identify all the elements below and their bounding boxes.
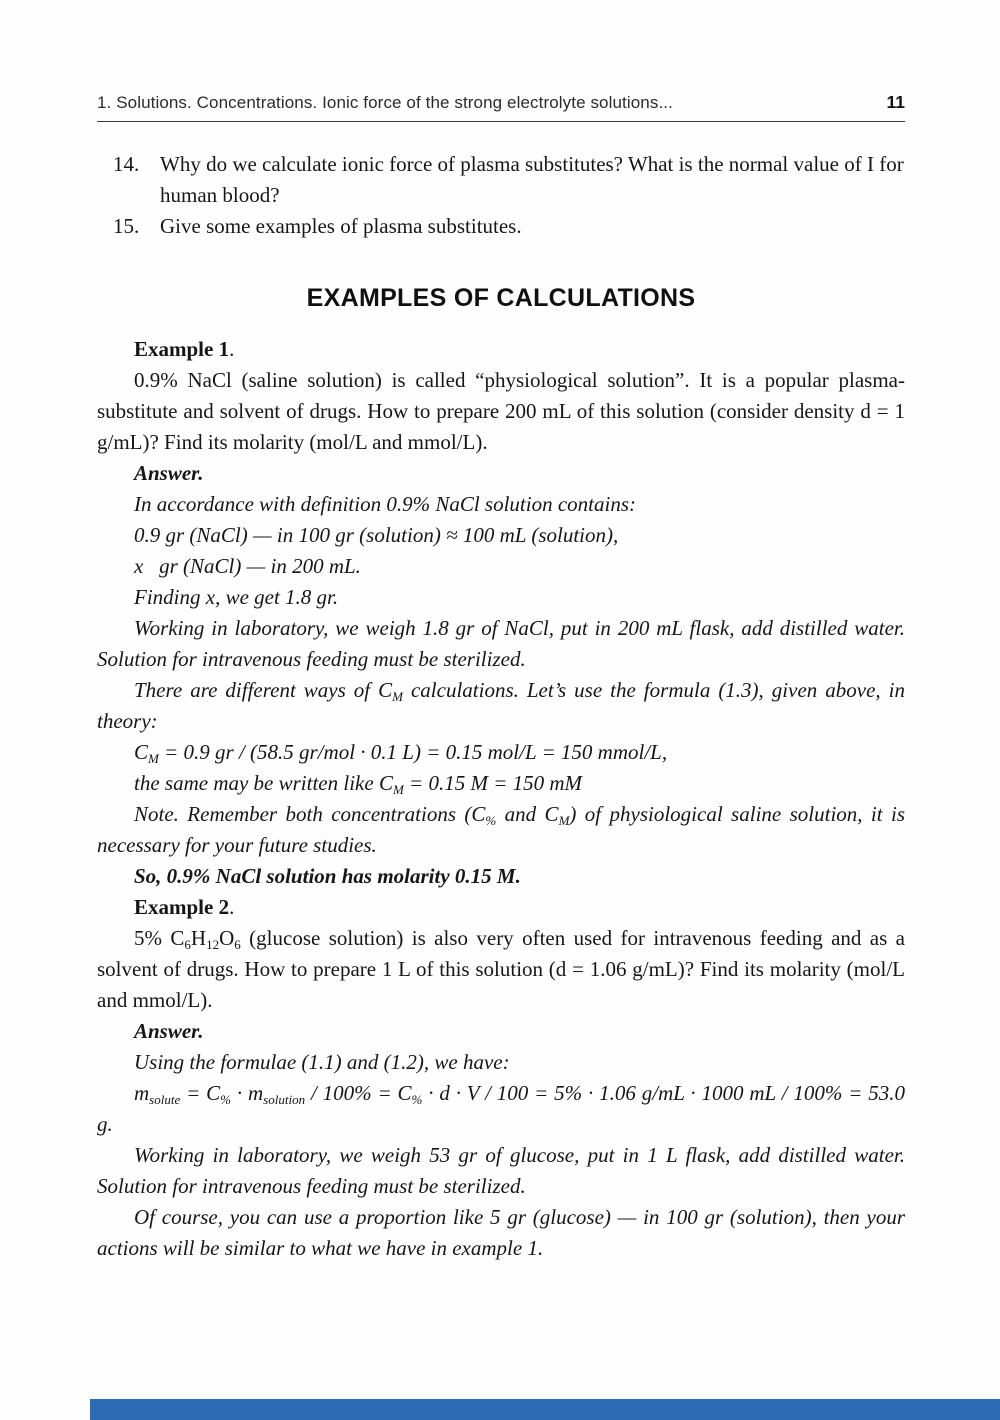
text-run: O — [219, 926, 235, 950]
section-heading: EXAMPLES OF CALCULATIONS — [306, 284, 696, 312]
subscript-run: 6 — [184, 936, 191, 952]
running-title: 1. Solutions. Concentrations. Ionic force of the strong electrolyte solutions... — [97, 93, 673, 112]
text-run: (glucose solution) is also very often used for intravenous feeding and as a solvent of drugs. How to prepare 1 L of this solution (d = 1.06 g/mL)? Find its molarity (mol/L and mmol/L). — [97, 926, 905, 1012]
question-number: 14. — [113, 152, 140, 176]
text-run: m — [134, 1081, 150, 1105]
content-blocks — [97, 334, 905, 1264]
question-text: Why do we calculate ionic force of plasma substitutes? What is the normal value of I for human blood? — [160, 152, 904, 207]
example-2-heading — [97, 892, 905, 923]
question-number: 15. — [113, 214, 140, 238]
subscript-run: M — [558, 812, 570, 828]
text-run: There are different ways of — [134, 678, 379, 702]
text-run: calculations. Let’s use the formula (1.3), given above, in theory: — [97, 678, 905, 733]
subscript-run: M — [148, 750, 159, 766]
answer-label-1 — [97, 458, 905, 489]
subscript-run: solution — [263, 1091, 306, 1107]
text-run: Working in laboratory, we weigh 53 gr of glucose, put in 1 L flask, add distilled water. Solution for intravenous feeding must be sterilized. — [97, 1143, 905, 1198]
conclusion-line — [97, 861, 905, 892]
text-run: = C — [180, 1081, 221, 1105]
text-run: C — [471, 802, 486, 826]
text-run: Answer. — [134, 461, 204, 485]
cm-ways-paragraph — [97, 675, 905, 737]
mass-formula-paragraph — [97, 1078, 905, 1140]
text-run: Of course, you can use a proportion like 5 gr (glucose) — in 100 gr (solution), then your actions will be similar to what we have in example 1. — [97, 1205, 905, 1260]
question-list — [97, 149, 905, 242]
page-header — [97, 92, 905, 113]
text-run: 5% C — [134, 926, 185, 950]
text-run: . — [229, 895, 235, 919]
text-run: 0.9 gr (NaCl) — in 100 gr (solution) ≈ 100 mL (solution), — [134, 523, 619, 547]
definition-line — [97, 489, 905, 520]
text-run: Answer. — [134, 1019, 204, 1043]
finding-x-line — [97, 582, 905, 613]
proportion-line-2 — [97, 551, 905, 582]
example-1-heading — [97, 334, 905, 365]
text-run: Finding x, we get 1.8 gr. — [134, 585, 339, 609]
example-2-problem — [97, 923, 905, 1016]
proportion-note-paragraph — [97, 1202, 905, 1264]
subscript-run: M — [392, 781, 404, 797]
page-number: 11 — [886, 92, 905, 112]
question-item-14 — [97, 149, 905, 211]
subscript-run: % — [220, 1091, 231, 1107]
text-run: = 0.15 M = 150 mM — [403, 771, 583, 795]
text-run: ) of physiological saline solution, it is necessary for your future studies. — [97, 802, 905, 857]
text-run: 0.9% NaCl (saline solution) is called “physiological solution”. It is a popular plasma-substitute and solvent of drugs. How to prepare 200 mL of this solution (consider density d = 1 g/mL)? Find its molarity (mol/L and mmol/L). — [97, 368, 905, 454]
cm-alternative-line — [97, 768, 905, 799]
answer-label-2 — [97, 1016, 905, 1047]
cm-formula-line — [97, 737, 905, 768]
text-run: / 100% = C — [305, 1081, 412, 1105]
using-formulae-line — [97, 1047, 905, 1078]
text-run: the same may be written like — [134, 771, 379, 795]
text-run: C — [378, 678, 393, 702]
text-run: Working in laboratory, we weigh 1.8 gr of NaCl, put in 200 mL flask, add distilled water. Solution for intravenous feeding must be sterilized. — [97, 616, 905, 671]
text-run: Note. Remember both concentrations ( — [134, 802, 472, 826]
working-lab-paragraph-1 — [97, 613, 905, 675]
question-text: Give some examples of plasma substitutes. — [160, 214, 522, 238]
text-run: Using the formulae (1.1) and (1.2), we have: — [134, 1050, 510, 1074]
text-run: = 0.9 gr / (58.5 gr/mol · 0.1 L) = 0.15 mol/L = 150 mmol/L, — [158, 740, 668, 764]
note-paragraph — [97, 799, 905, 861]
text-run: H — [190, 926, 207, 950]
text-run: So, 0.9% NaCl solution has molarity 0.15 M. — [134, 864, 521, 888]
text-run: . — [229, 337, 235, 361]
text-run: · d · V / 100 = 5% · 1.06 g/mL · 1000 mL / 100% = 53.0 g. — [97, 1081, 905, 1136]
bottom-blue-bar — [90, 1399, 1000, 1420]
subscript-run: % — [485, 812, 497, 828]
subscript-run: 6 — [234, 936, 241, 952]
text-run: and — [496, 802, 545, 826]
text-run: Example 1 — [134, 337, 230, 361]
subscript-run: % — [411, 1091, 423, 1107]
working-lab-paragraph-2 — [97, 1140, 905, 1202]
text-run: x gr (NaCl) — in 200 mL. — [134, 554, 361, 578]
proportion-line-1 — [97, 520, 905, 551]
text-run: C — [134, 740, 149, 764]
text-run: In accordance with definition 0.9% NaCl solution contains: — [134, 492, 637, 516]
text-run: C — [544, 802, 559, 826]
text-run: C — [378, 771, 393, 795]
text-run: · m — [231, 1081, 264, 1105]
header-rule — [97, 121, 905, 122]
subscript-run: solute — [149, 1091, 181, 1107]
subscript-run: M — [392, 688, 403, 704]
example-1-problem — [97, 365, 905, 458]
text-run: Example 2 — [134, 895, 230, 919]
question-item-15 — [97, 211, 905, 242]
subscript-run: 12 — [206, 936, 220, 952]
